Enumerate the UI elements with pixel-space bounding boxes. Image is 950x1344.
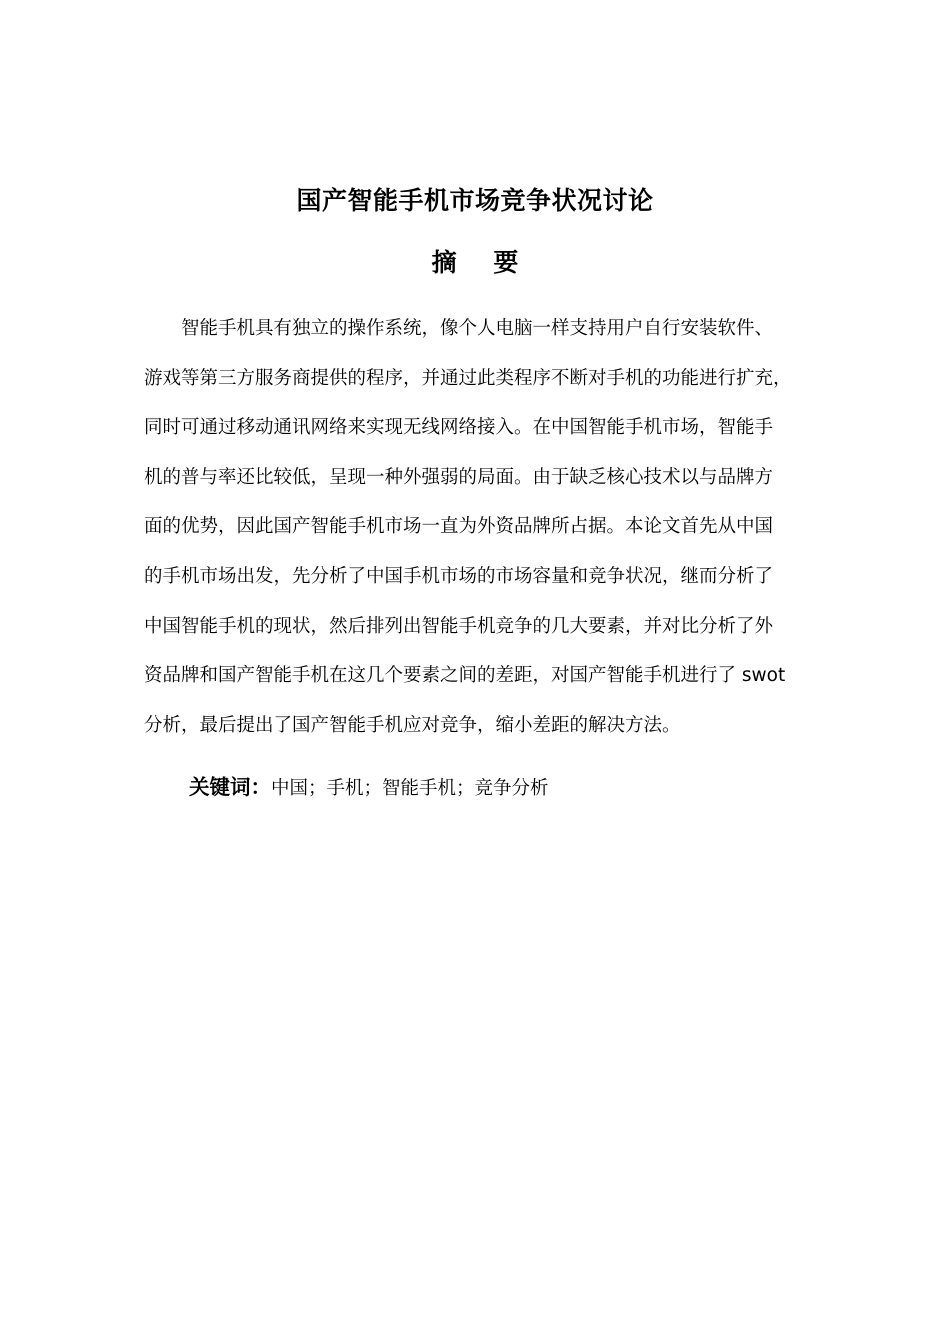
abstract-line: 同时可通过移动通讯网络来实现无线网络接入。在中国智能手机市场，智能手 [144,417,774,439]
abstract-line: 面的优势，因此国产智能手机市场一直为外资品牌所占据。本论文首先从中国 [144,516,774,538]
abstract-line: 智能手机具有独立的操作系统，像个人电脑一样支持用户自行安装软件、 [181,318,774,339]
document-title: 国产智能手机市场竞争状况讨论 [296,186,654,215]
keywords-label: 关键词： [189,775,271,799]
abstract-heading: 摘 要 [431,248,533,277]
abstract-line: 分析，最后提出了国产智能手机应对竞争，缩小差距的解决方法。 [144,714,681,736]
keywords-text: 中国；手机；智能手机；竞争分析 [271,778,549,799]
abstract-line: 中国智能手机的现状，然后排列出智能手机竞争的几大要素，并对比分析了外 [144,615,774,637]
abstract-line: 游戏等第三方服务商提供的程序，并通过此类程序不断对手机的功能进行扩充， [144,367,792,389]
abstract-line: 机的普与率还比较低，呈现一种外强弱的局面。由于缺乏核心技术以与品牌方 [144,466,774,488]
keywords-line [189,770,549,806]
abstract-line: 的手机市场出发，先分析了中国手机市场的市场容量和竞争状况，继而分析了 [144,565,774,587]
abstract-body [144,304,812,750]
abstract-line: 资品牌和国产智能手机在这几个要素之间的差距，对国产智能手机进行了 swot [144,665,786,687]
